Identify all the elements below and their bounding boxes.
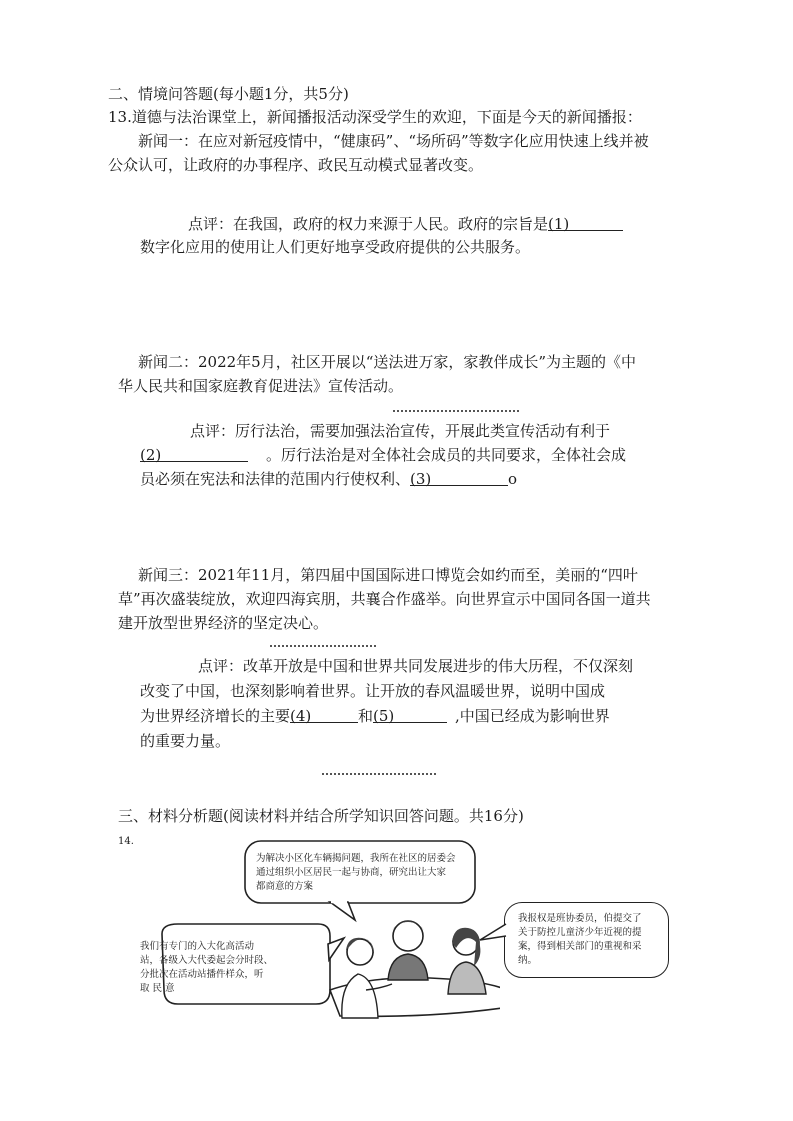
- news1-line1: 新闻一：在应对新冠疫情中，“健康码”、“场所码”等数字化应用快速上线并被: [138, 132, 649, 150]
- news1-line2: 公众认可，让政府的办事程序、政民互动模式显著改变。: [108, 156, 484, 174]
- section-heading-2: 二、情境问答题(每小题1分，共5分): [108, 85, 349, 103]
- news2-comment-text3: 员必须在宪法和法律的范围内行使权利、: [140, 470, 411, 488]
- bubble-left-text: [140, 940, 273, 996]
- blank-3-label: (3): [410, 470, 432, 488]
- news3-line3: 建开放型世界经济的坚定决心。: [118, 614, 329, 632]
- news3-comment-line4: 的重要力量。: [140, 732, 231, 750]
- news3-and: 和: [358, 707, 374, 725]
- bubble-top-text: [256, 852, 456, 894]
- dotted-divider: [393, 410, 519, 412]
- answer-blank-4[interactable]: [290, 706, 358, 723]
- news3-comment-line1: 点评：改革开放是中国和世界共同发展进步的伟大历程，不仅深刻: [198, 657, 634, 675]
- news2-end: o: [508, 470, 518, 488]
- news3-line2: 草”再次盛装绽放，欢迎四海宾朋，共襄合作盛举。向世界宣示中国同各国一道共: [118, 590, 651, 608]
- news2-comment-text2: 。厉行法治是对全体社会成员的共同要求，全体社会成: [266, 446, 627, 464]
- bubble-right-line: 关于防控儿童济少年近视的提: [518, 927, 642, 938]
- news3-comment-line2: 改变了中国，也深刻影响着世界。让开放的春风温暖世界，说明中国成: [140, 682, 606, 700]
- blank-5-label: (5): [373, 707, 395, 725]
- bubble-right-tail: [478, 920, 508, 950]
- section-heading-3: 三、材料分析题(阅读材料并结合所学知识回答问题。共16分): [118, 807, 524, 825]
- news1-comment-line2: 数字化应用的使用让人们更好地享受政府提供的公共服务。: [140, 238, 531, 256]
- news1-comment-line1: [188, 214, 623, 234]
- question-13: 13.道德与法治课堂上，新闻播报活动深受学生的欢迎，下面是今天的新闻播报：: [108, 108, 642, 126]
- bubble-left-line: 分批次在活动站播件样众，听: [140, 969, 264, 980]
- bubble-left-line: 站，各级入大代委起会分时段、: [140, 955, 274, 966]
- news3-line1: 新闻三：2021年11月，第四届中国国际进口博览会如约而至，美丽的“四叶: [138, 566, 638, 584]
- news1-comment-text: 点评：在我国，政府的权力来源于人民。政府的宗旨是: [188, 215, 549, 233]
- bubble-right-line: 我报权是班协委员，伯提交了: [518, 913, 642, 924]
- bubble-left-line: 我们有专门的入大化高活动: [140, 941, 255, 952]
- news3-comment-line3: [140, 706, 610, 726]
- news2-comment-line1: 点评：厉行法治，需要加强法治宣传，开展此类宣传活动有利于: [190, 422, 611, 440]
- news2-line1: 新闻二：2022年5月，社区开展以“送法进万家，家教伴成长”为主题的《中: [138, 353, 637, 371]
- answer-blank-5[interactable]: [373, 706, 447, 723]
- news2-comment-line2: [140, 445, 626, 465]
- bubble-right-text: [518, 912, 642, 968]
- news2-line2: 华人民共和国家庭教育促进法》宣传活动。: [118, 377, 404, 395]
- bubble-top-line: 为解决小区化车辆揭问题，我所在社区的居委会: [256, 853, 456, 864]
- dotted-divider: [270, 645, 376, 647]
- bubble-top-line: 都商意的方案: [256, 881, 314, 892]
- question-14: 14.: [118, 836, 134, 847]
- answer-blank-2[interactable]: [140, 445, 248, 462]
- blank-1-label: (1): [548, 215, 570, 233]
- blank-2-label: (2): [140, 446, 162, 464]
- dotted-divider: [322, 773, 436, 775]
- answer-blank-3[interactable]: [410, 469, 508, 486]
- bubble-top-line: 通过组织小区居民一起与协商，研究出让大家: [256, 867, 447, 878]
- bubble-right-line: 案，得到相关部门的重视和采: [518, 941, 642, 952]
- answer-blank-1[interactable]: [548, 214, 623, 231]
- blank-4-label: (4): [290, 707, 312, 725]
- bubble-left-line: 取 民 意: [140, 983, 175, 994]
- news3-comment-text3b: ,中国已经成为影响世界: [455, 707, 610, 725]
- news2-comment-line3: [140, 469, 517, 489]
- news3-comment-text3a: 为世界经济增长的主要: [140, 707, 291, 725]
- bubble-right-line: 纳。: [518, 955, 538, 966]
